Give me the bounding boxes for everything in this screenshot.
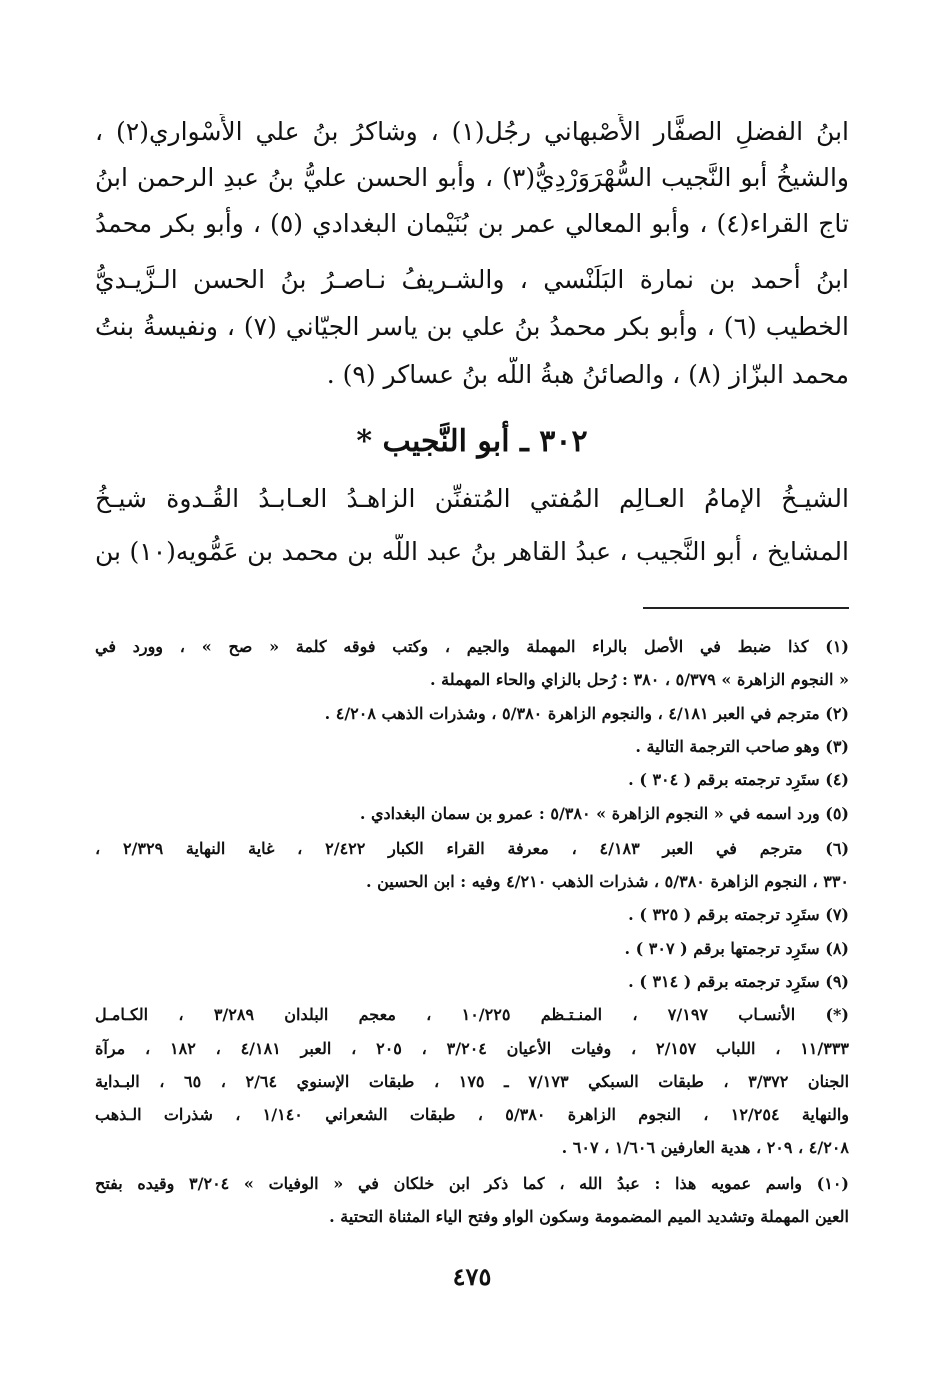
- footnote-line: (٥) ورد اسمه في « النجوم الزاهرة » ٥/٣٨٠ : عمرو بن سمان البغدادي .: [359, 804, 849, 823]
- body-line: ابنُ أحمد بن نمارة البَلَنْسي ، والشـريفُ نـاصـرُ بنُ الحسن الـزَّيـديُّ: [95, 265, 849, 294]
- footnote-line: (١٠) واسم عمويه هذا : عبدُ الله ، كما ذكر ابن خلكان في « الوفيات » ٣/٢٠٤ وقيده بفتح: [95, 1174, 849, 1193]
- page-number: ٤٧٥: [452, 1262, 492, 1291]
- footnote-line: (٧) ستَرِد ترجمته برقم ( ٣٢٥ ) .: [628, 905, 849, 924]
- footnote-line: ٤/٢٠٨ ، ٢٠٩ ، هدية العارفين ١/٦٠٦ ، ٦٠٧ .: [561, 1138, 849, 1157]
- footnote-line: (*) الأنسـاب ٧/١٩٧ ، المنـتـظم ١٠/٢٢٥ ، معجم البلدان ٣/٢٨٩ ، الكـامـل: [95, 1005, 849, 1024]
- footnote-separator: [643, 607, 849, 609]
- footnote-line: ٣٣٠ ، النجوم الزاهرة ٥/٣٨٠ ، شذرات الذهب ٤/٢١٠ وفيه : ابن الحسين .: [365, 872, 849, 891]
- footnote-line: والنهاية ١٢/٢٥٤ ، النجوم الزاهرة ٥/٣٨٠ ، طبقات الشعراني ١/١٤٠ ، شذرات الـذهب: [95, 1105, 849, 1124]
- section-heading: ٣٠٢ ـ أبو النَّجيب *: [356, 424, 588, 459]
- footnote-line: ١١/٣٣٣ ، اللباب ٢/١٥٧ ، وفيات الأعيان ٣/٢٠٤ ، ٢٠٥ ، العبر ٤/١٨١ ، ١٨٢ ، مرآة: [95, 1039, 849, 1058]
- body-line: محمد البزّاز (٨) ، والصائنُ هبةُ اللّه بنُ عساكر (٩) .: [326, 360, 849, 389]
- footnote-line: (٨) ستَرِد ترجمتها برقم ( ٣٠٧ ) .: [624, 939, 849, 958]
- section-line: المشايخ ، أبو النَّجيب ، عبدُ القاهر بنُ عبد اللّه بن محمد بن عَمُّويه(١٠) بن: [95, 537, 849, 566]
- footnote-line: (٩) ستَرِد ترجمته برقم ( ٣١٤ ) .: [628, 972, 849, 991]
- footnote-line: (٤) ستَرِد ترجمته برقم ( ٣٠٤ ) .: [628, 770, 849, 789]
- body-line: والشيخُ أبو النَّجيب السُّهْرَوَرْدِيُّ(٣) ، وأبو الحسن عليُّ بنُ عبدِ الرحمن ابنُ: [95, 163, 849, 192]
- body-line: الخطيب (٦) ، وأبو بكر محمدُ بنُ علي بن ياسر الجيّاني (٧) ، ونفيسةُ بنتُ: [95, 312, 849, 341]
- footnote-line: (٦) مترجم في العبر ٤/١٨٣ ، معرفة القراء الكبار ٢/٤٢٢ ، غاية النهاية ٢/٣٢٩ ،: [95, 839, 849, 858]
- footnote-line: « النجوم الزاهرة » ٥/٣٧٩ ، ٣٨٠ : رُحل بالزاي والحاء المهملة .: [430, 670, 849, 689]
- footnote-line: الجنان ٣/٣٧٢ ، طبقات السبكي ٧/١٧٣ ـ ١٧٥ ، طبقات الإسنوي ٢/٦٤ ، ٦٥ ، البـداية: [95, 1072, 849, 1091]
- section-line: الشيـخُ الإمامُ العـالِم المُفتي المُتفنِّن الزاهـدُ العـابـدُ القُـدوة شيـخُ: [95, 484, 849, 513]
- body-line: ابنُ الفضلِ الصفَّار الأَصْبهاني رجُل(١) ، وشاكرُ بنُ علي الأَسْواري(٢) ،: [95, 117, 849, 146]
- footnote-line: (٢) مترجم في العبر ٤/١٨١ ، والنجوم الزاهرة ٥/٣٨٠ ، وشذرات الذهب ٤/٢٠٨ .: [324, 704, 849, 723]
- footnote-line: (١) كذا ضبط في الأصل بالراء المهملة والجيم ، وكتب فوقه كلمة « صح » ، وورد في: [95, 637, 849, 656]
- body-line: تاج القراء(٤) ، وأبو المعالي عمر بن بُنَيْمان البغدادي (٥) ، وأبو بكر محمدُ: [95, 209, 849, 238]
- footnote-line: العين المهملة وتشديد الميم المضمومة وسكون الواو وفتح الياء المثناة التحتية .: [329, 1207, 849, 1226]
- footnote-line: (٣) وهو صاحب الترجمة التالية .: [635, 737, 849, 756]
